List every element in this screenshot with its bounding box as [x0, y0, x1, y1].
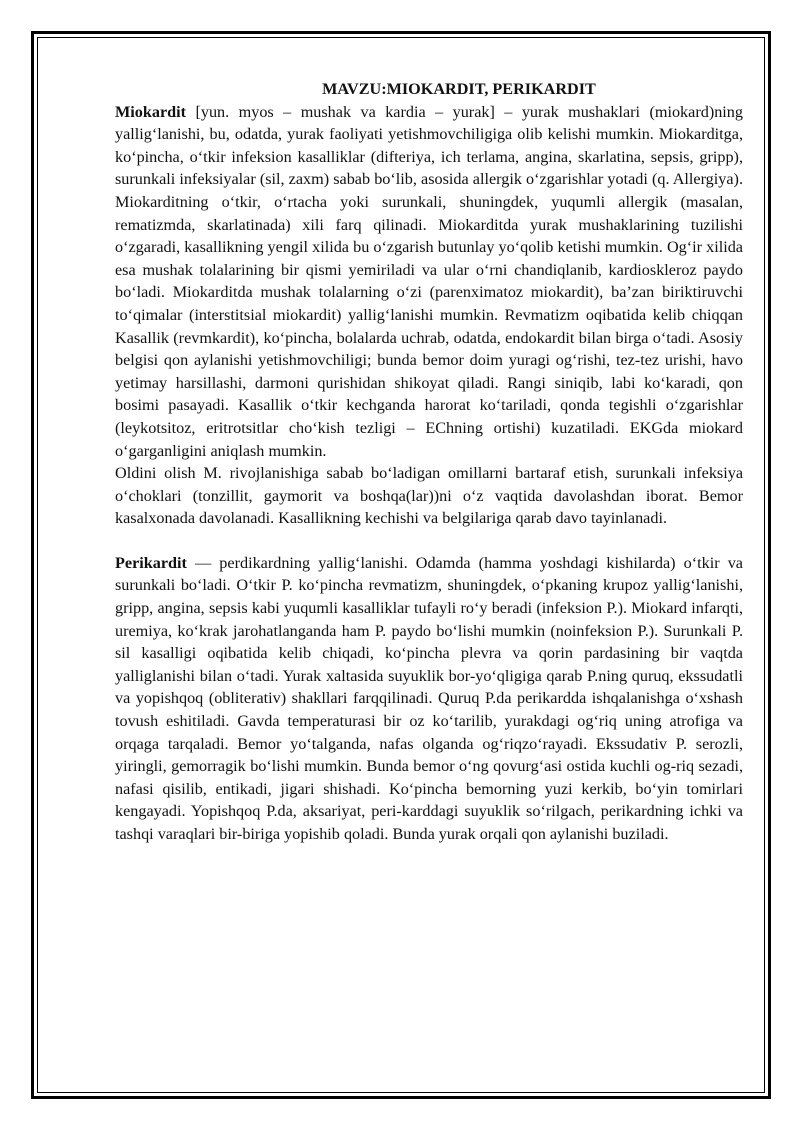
- perikardit-text: — perdikardning yallig‘lanishi. Odamda (hamma yoshdagi kishilarda) o‘tkir va surunkali bo‘ladi. O‘tkir P. ko‘pincha revmatizm, shuningdek, o‘pkaning krupoz yallig‘lanishi, gripp, angina, sepsis kabi yuqumli kasalliklar tufayli ro‘y beradi (infeksion P.). Miokard infarqti, uremiya, ko‘krak jarohatlanganda ham P. paydo bo‘lishi mumkin (noinfeksion P.). Surunkali P. sil kasalligi oqibatida kelib chiqadi, ko‘pincha plevra va qorin pardasining bir vaqtda yalliglanishi bilan o‘tadi. Yurak xaltasida suyuklik bor-yo‘qligiga qarab P.ning quruq, ekssudatli va yopishqoq (obliterativ) shakllari farqqilinadi. Quruq P.da perikardda ishqalanishga o‘xshash tovush eshitiladi. Gavda temperaturasi bir oz ko‘tarilib, yurakdagi og‘riq uning atrofiga va orqaga tarqaladi. Bemor yo‘talganda, nafas olganda og‘riqzo‘rayadi. Ekssudativ P. serozli, yiringli, gemorragik bo‘lishi mumkin. Bunda bemor o‘ng qovurg‘asi ostida kuchli og-riq sezadi, nafasi qisilib, entikadi, jigari shishadi. Ko‘pincha bemorning yuzi kerkib, bo‘yin tomirlari kengayadi. Yopishqoq P.da, aksariyat, peri-karddagi suyuklik so‘rilgach, perikardning ichki va tashqi varaqlari bir-biriga yopishib qoladi. Bunda yurak orqali qon aylanishi buziladi.: [115, 553, 743, 843]
- miokardit-term: Miokardit: [115, 102, 187, 121]
- perikardit-term: Perikardit: [115, 553, 187, 572]
- document-title: MAVZU:MIOKARDIT, PERIKARDIT: [322, 80, 596, 98]
- miokardit-paragraph: [115, 101, 743, 463]
- document-body: [115, 78, 743, 846]
- miokardit-text: [yun. myos – mushak va kardia – yurak] – yurak mushaklari (miokard)ning yallig‘lanishi, bu, odatda, yurak faoliyati yetishmovchiligiga olib kelishi mumkin. Miokarditga, ko‘pincha, o‘tkir infeksion kasalliklar (difteriya, ich terlama, angina, skarlatina, sepsis, gripp), surunkali infeksiyalar (sil, zaxm) sabab bo‘lib, asosida allergik o‘zgarishlar yotadi (q. Allergiya). Miokarditning o‘tkir, o‘rtacha yoki surunkali, shuningdek, yuqumli allergik (masalan, rematizmda, skarlatinada) xili farq qilinadi. Miokarditda yurak mushaklarining tuzilishi o‘zgaradi, kasallikning yengil xilida bu o‘zgarish butunlay yo‘qolib ketishi mumkin. Og‘ir xilida esa mushak tolalarining bir qismi yemiriladi va ular o‘rni chandiqlanib, kardioskleroz paydo bo‘ladi. Miokarditda mushak tolalarning o‘zi (parenximatoz miokardit), ba’zan biriktiruvchi to‘qimalar (interstitsial miokardit) yallig‘lanishi mumkin. Revmatizm oqibatida kelib chiqqan Kasallik (revmkardit), ko‘pincha, bolalarda uchrab, odatda, endokardit bilan birga o‘tadi. Asosiy belgisi qon aylanishi yetishmovchiligi; bunda bemor doim yuragi og‘rishi, tez-tez urishi, havo yetimay harsillashi, darmoni qurishidan shikoyat qiladi. Rangi siniqib, labi ko‘karadi, qon bosimi pasayadi. Kasallik o‘tkir kechganda harorat ko‘tariladi, qonda tegishli o‘zgarishlar (leykotsitoz, eritrotsitlar cho‘kish tezligi – EChning ortishi) kuzatiladi. EKGda miokard o‘garganligini aniqlash mumkin.: [115, 102, 743, 460]
- paragraph-gap: [115, 530, 743, 552]
- prevention-paragraph: Oldini olish M. rivojlanishiga sabab bo‘ladigan omillarni bartaraf etish, surunkali infeksiya o‘choklari (tonzillit, gaymorit va boshqa(lar))ni o‘z vaqtida davolashdan iborat. Bemor kasalxonada davolanadi. Kasallikning kechishi va belgilariga qarab davo tayinlanadi.: [115, 464, 743, 528]
- perikardit-paragraph: [115, 552, 743, 846]
